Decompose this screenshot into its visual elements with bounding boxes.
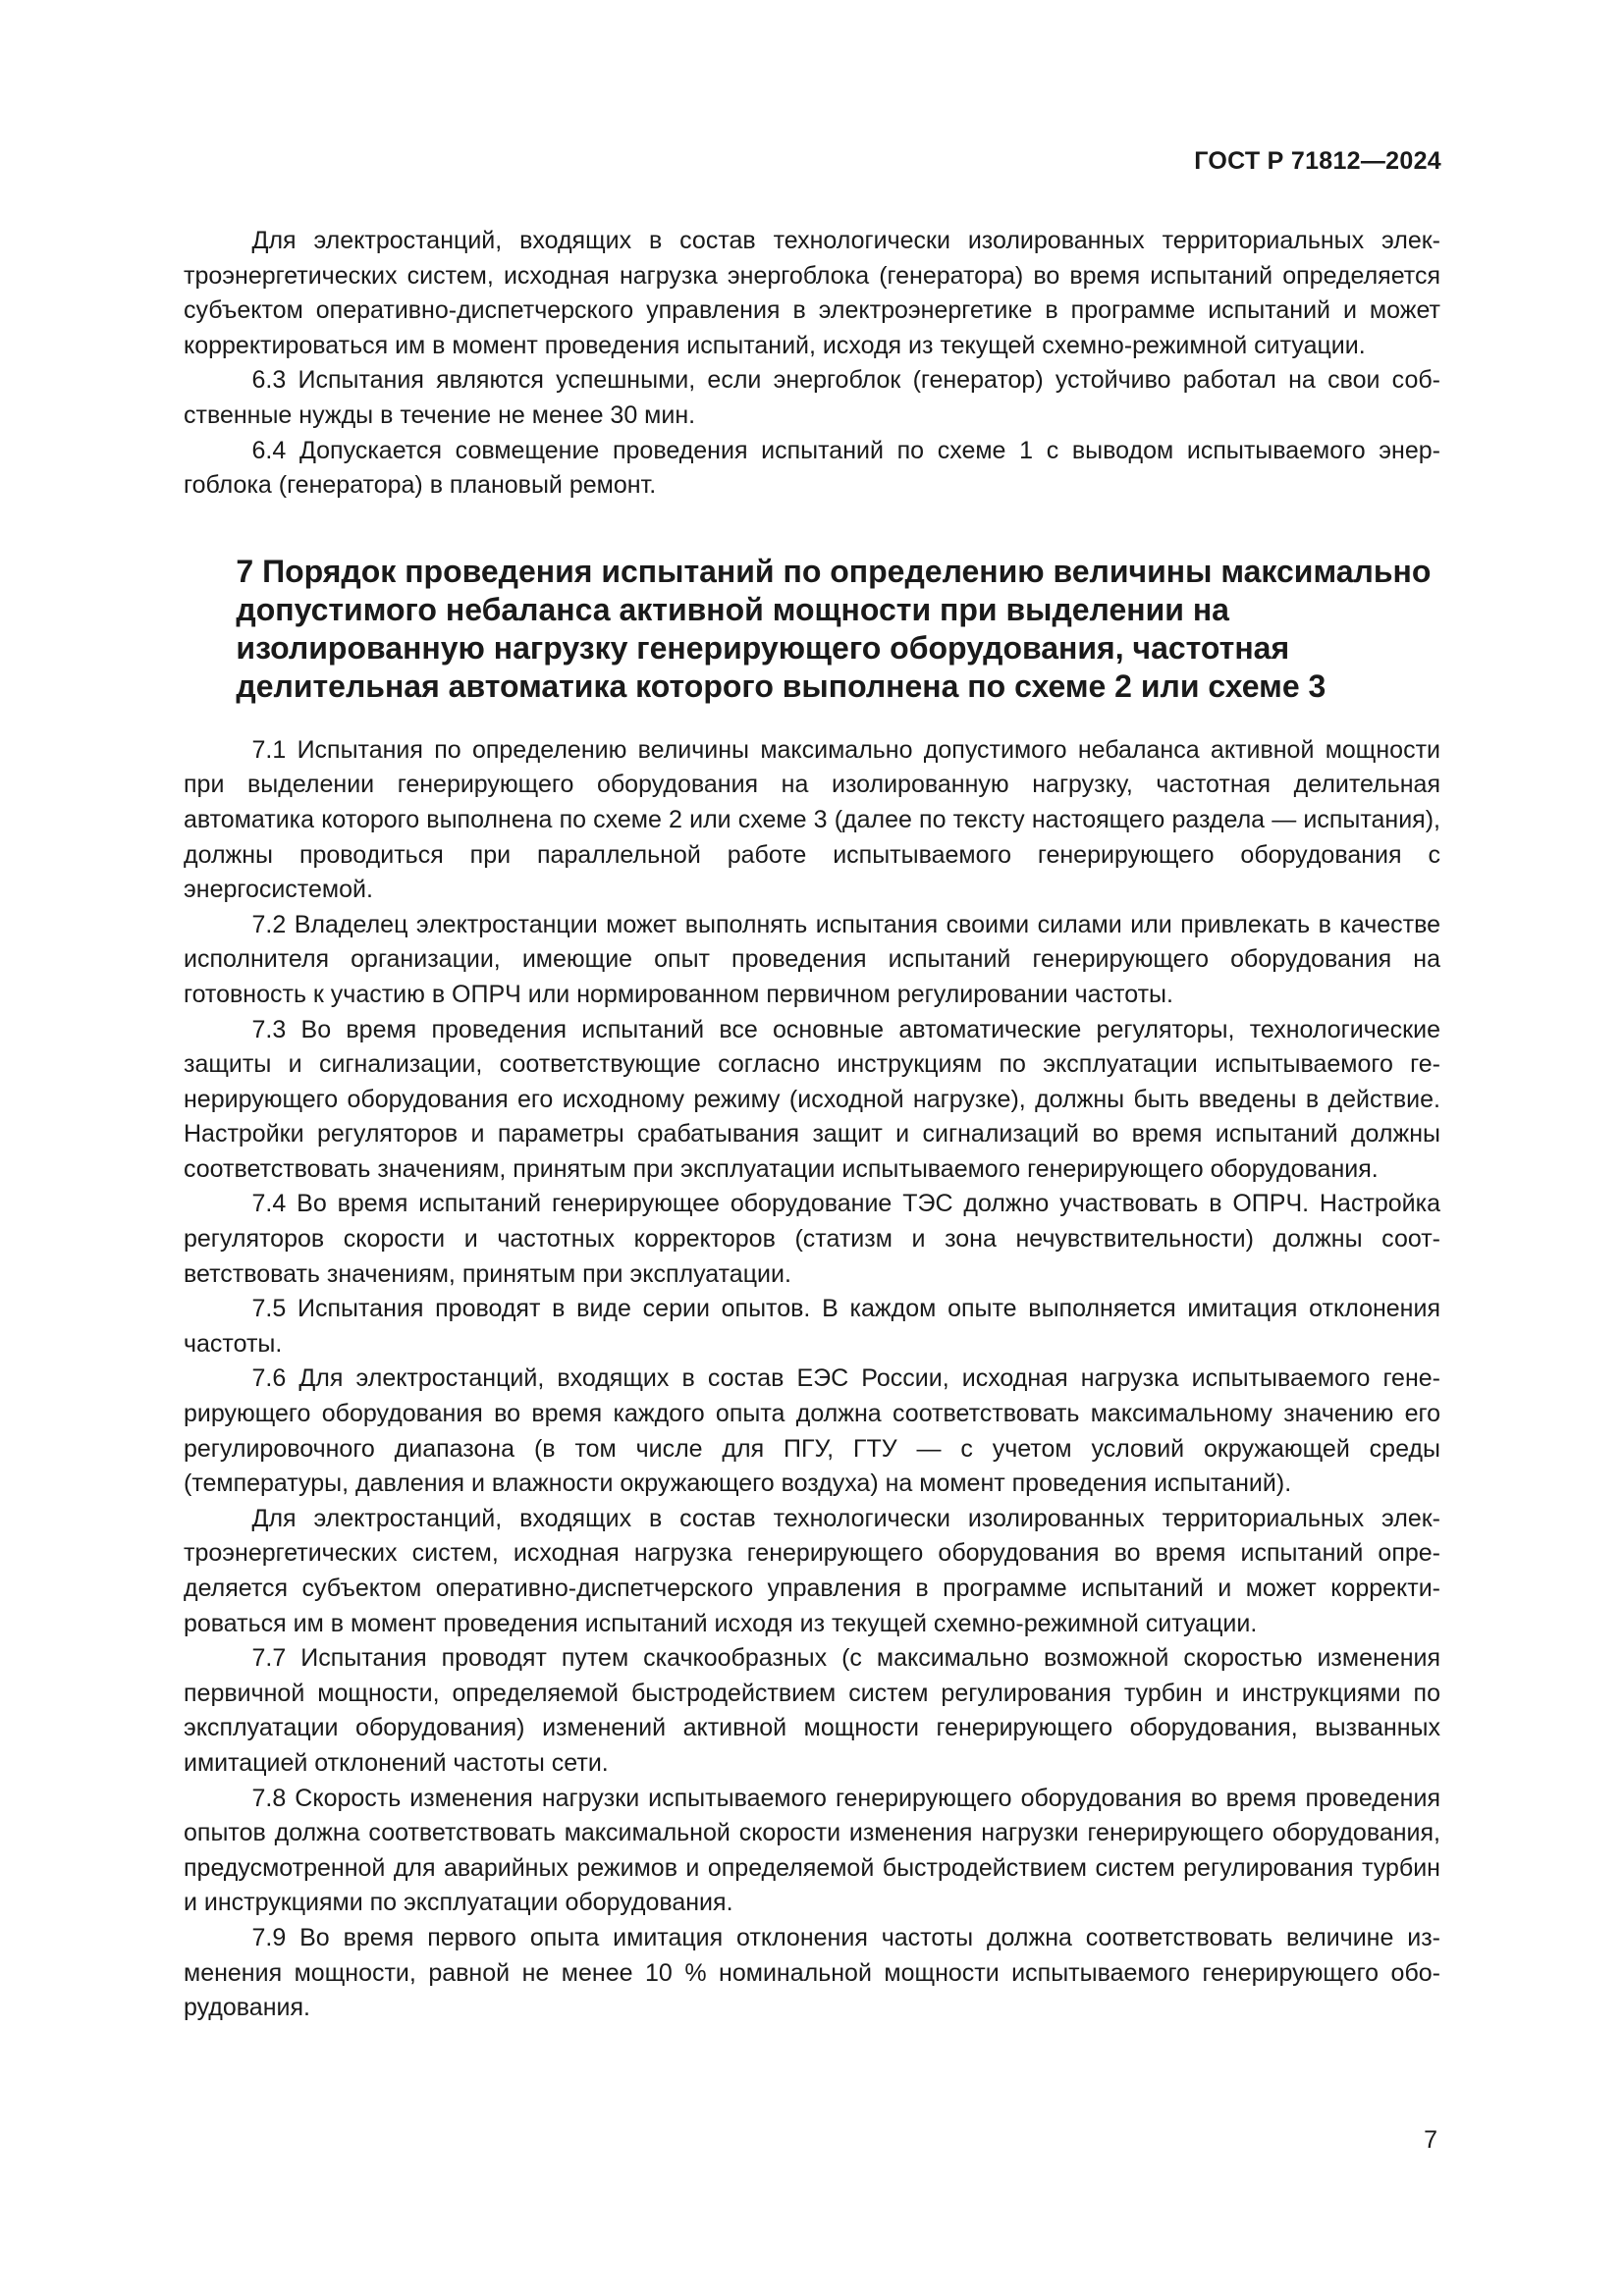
page-number: 7 — [1424, 2126, 1437, 2154]
paragraph-7-6-isolated-systems: Для электростанций, входящих в состав технологически изолированных территориальных электроэнергетических систем, исходная нагрузка генерирующего оборудования во время испытаний определяется субъектом оперативно-диспетчерского управления в программе испытаний и может корректироваться им в момент проведения испытаний исходя из текущей схемно-режимной ситуации. — [184, 1504, 1440, 1637]
paragraph-6-4: 6.4 Допускается совмещение проведения испытаний по схеме 1 с выводом испытываемого энергоблока (генератора) в плановый ремонт. — [184, 436, 1440, 500]
document-body — [184, 224, 1440, 2026]
paragraph-7-3: 7.3 Во время проведения испытаний все основные автоматические регуляторы, технологические защиты и сигнализации, соответствующие согласно инструкциям по эксплуатации испытываемого генерирующего оборудования его исходному режиму (исходной нагрузке), должны быть введены в действие. Настройки регуляторов и параметры срабатывания защит и сигнализаций во время испытаний должны соответствовать значениям, принятым при эксплуатации испытываемого генерирующего оборудования. — [184, 1015, 1440, 1183]
paragraph-isolated-systems-load: Для электростанций, входящих в состав технологически изолированных территориальных электроэнергетических систем, исходная нагрузка энергоблока (генератора) во время испытаний определяется субъектом оперативно-диспетчерского управления в электроэнергетике в программе испытаний и может корректироваться им в момент проведения испытаний, исходя из текущей схемно-режимной ситуации. — [184, 227, 1440, 359]
paragraph-7-5: 7.5 Испытания проводят в виде серии опытов. В каждом опыте выполняется имитация отклонения частоты. — [184, 1295, 1440, 1358]
paragraph-7-7: 7.7 Испытания проводят путем скачкообразных (с максимально возможной скоростью изменения первичной мощности, определяемой быстродействием систем регулирования турбин и инструкциями по эксплуатации оборудования) изменений активной мощности генерирующего оборудования, вызванных имитацией отклонений частоты сети. — [184, 1644, 1440, 1777]
paragraph-6-3: 6.3 Испытания являются успешными, если энергоблок (генератор) устойчиво работал на свои собственные нужды в течение не менее 30 мин. — [184, 366, 1440, 429]
paragraph-7-2: 7.2 Владелец электростанции может выполнять испытания своими силами или привлекать в качестве исполнителя организации, имеющие опыт проведения испытаний генерирующего оборудования на готовность к участию в ОПРЧ или нормированном первичном регулировании частоты. — [184, 910, 1440, 1008]
paragraph-7-4: 7.4 Во время испытаний генерирующее оборудование ТЭС должно участвовать в ОПРЧ. Настройка регуляторов скорости и частотных корректоров (статизм и зона нечувствительности) должны соответствовать значениям, принятым при эксплуатации. — [184, 1190, 1440, 1288]
section-7-heading: 7 Порядок проведения испытаний по определению величины максимально допустимого небаланса активной мощности при выделении на изолированную нагрузку генерирующего оборудования, частотная делительная автоматика которого выполнена по схеме 2 или схеме 3 — [236, 553, 1432, 704]
paragraph-7-8: 7.8 Скорость изменения нагрузки испытываемого генерирующего оборудования во время проведения опытов должна соответствовать максимальной скорости изменения нагрузки генерирующего оборудования, предусмотренной для аварийных режимов и определяемой быстродействием систем регулирования турбин и инструкциями по эксплуатации оборудования. — [184, 1784, 1440, 1917]
document-code-header: ГОСТ Р 71812—2024 — [1194, 147, 1441, 175]
paragraph-7-1: 7.1 Испытания по определению величины максимально допустимого небаланса активной мощности при выделении генерирующего оборудования на изолированную нагрузку, частотная делительная автоматика которого выполнена по схеме 2 или схеме 3 (далее по тексту настоящего раздела — испытания), должны проводиться при параллельной работе испытываемого генерирующего оборудования с энергосистемой. — [184, 735, 1440, 904]
paragraph-7-6: 7.6 Для электростанций, входящих в состав ЕЭС России, исходная нагрузка испытываемого генерирующего оборудования во время каждого опыта должна соответствовать максимальному значению его регулировочного диапазона (в том числе для ПГУ, ГТУ — с учетом условий окружающей среды (температуры, давления и влажности окружающего воздуха) на момент проведения испытаний). — [184, 1364, 1440, 1498]
paragraph-7-9: 7.9 Во время первого опыта имитация отклонения частоты должна соответствовать величине изменения мощности, равной не менее 10 % номинальной мощности испытываемого генерирующего оборудования. — [184, 1923, 1440, 2022]
